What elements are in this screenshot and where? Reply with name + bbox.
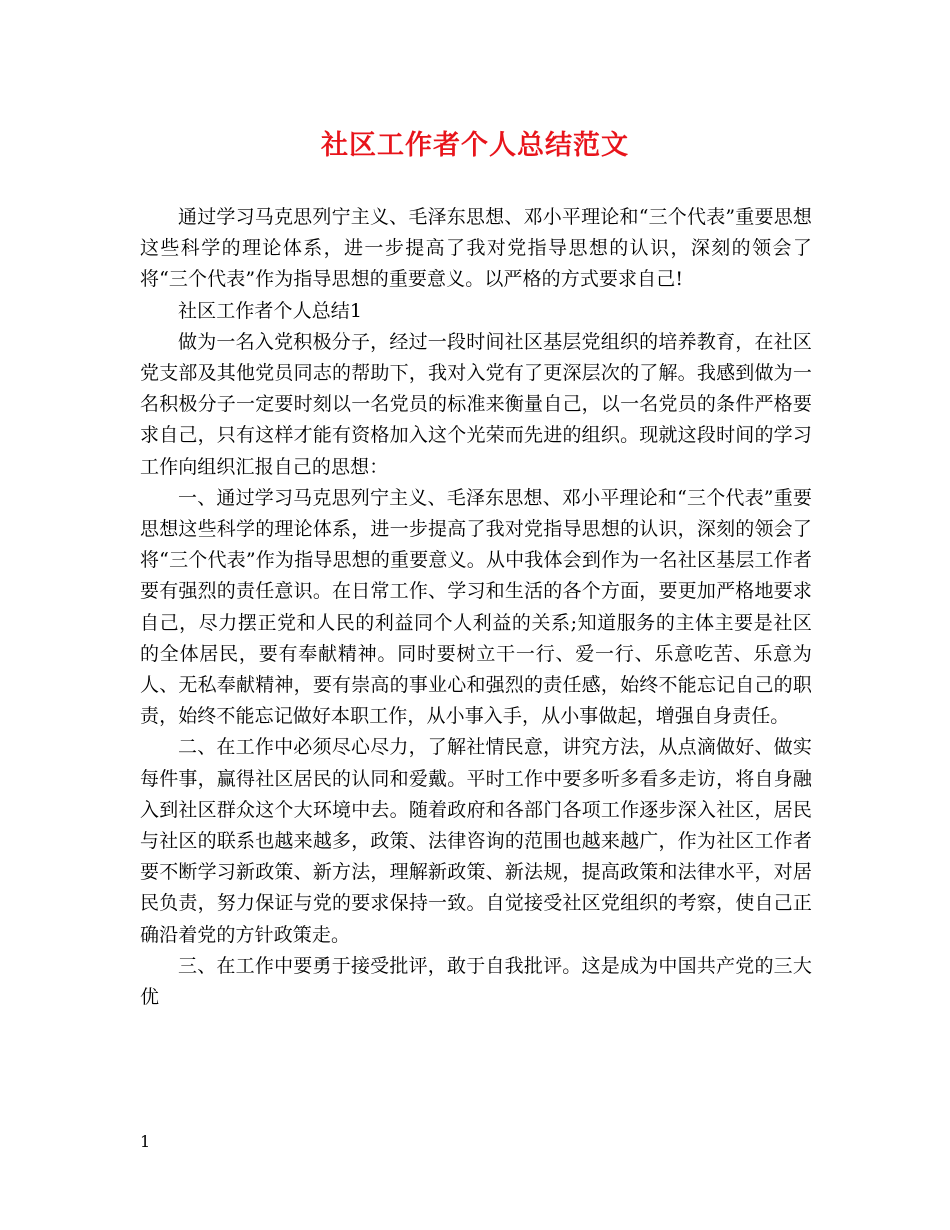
paragraph-point-one: 一、通过学习马克思列宁主义、毛泽东思想、邓小平理论和“三个代表”重要思想这些科学的理论体系，进一步提高了我对党指导思想的认识，深刻的领会了将“三个代表”作为指导思想的重要意义。从中我体会到作为一名社区基层工作者要有强烈的责任意识。在日常工作、学习和生活的各个方面，要更加严格地要求自己，尽力摆正党和人民的利益同个人利益的关系;知道服务的主体主要是社区的全体居民，要有奉献精神。同时要树立干一行、爱一行、乐意吃苦、乐意为人、无私奉献精神，要有崇高的事业心和强烈的责任感，始终不能忘记自己的职责，始终不能忘记做好本职工作，从小事入手，从小事做起，增强自身责任。 (140, 486, 812, 728)
paragraph-intro: 通过学习马克思列宁主义、毛泽东思想、邓小平理论和“三个代表”重要思想这些科学的理论体系，进一步提高了我对党指导思想的认识，深刻的领会了将“三个代表”作为指导思想的重要意义。以严格的方式要求自己! (140, 206, 812, 291)
section-heading: 社区工作者个人总结1 (178, 299, 363, 322)
paragraph-point-three: 三、在工作中要勇于接受批评，敢于自我批评。这是成为中国共产党的三大优 (140, 954, 812, 1009)
document-body (140, 202, 812, 1013)
paragraph-opening: 做为一名入党积极分子，经过一段时间社区基层党组织的培养教育，在社区党支部及其他党员同志的帮助下，我对入党有了更深层次的了解。我感到做为一名积极分子一定要时刻以一名党员的标准来衡量自己，以一名党员的条件严格要求自己，只有这样才能有资格加入这个光荣而先进的组织。现就这段时间的学习工作向组织汇报自己的思想： (140, 330, 812, 478)
document-title: 社区工作者个人总结范文 (321, 130, 629, 161)
paragraph-point-two: 二、在工作中必须尽心尽力，了解社情民意，讲究方法，从点滴做好、做实每件事，赢得社区居民的认同和爱戴。平时工作中要多听多看多走访，将自身融入到社区群众这个大环境中去。随着政府和各部门各项工作逐步深入社区，居民与社区的联系也越来越多，政策、法律咨询的范围也越来越广，作为社区工作者要不断学习新政策、新方法，理解新政策、新法规，提高政策和法律水平，对居民负责，努力保证与党的要求保持一致。自觉接受社区党组织的考察，使自己正确沿着党的方针政策走。 (140, 736, 812, 946)
page-number: 1 (140, 1132, 151, 1151)
